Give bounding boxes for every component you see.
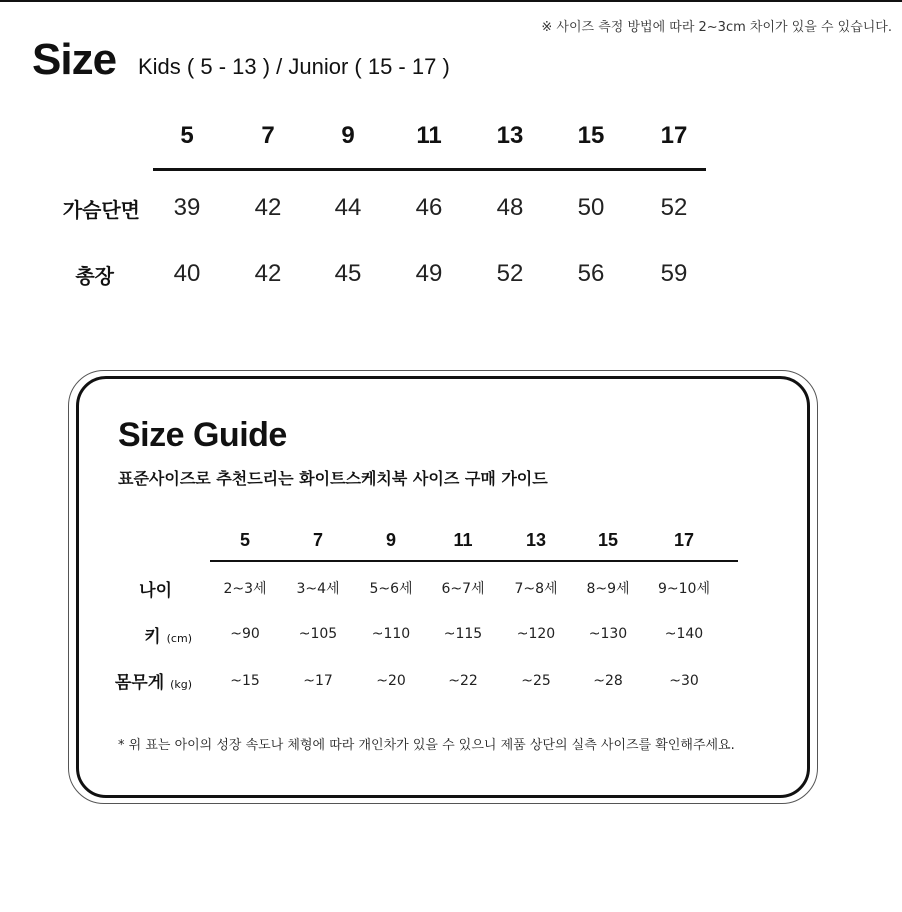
table-cell: 9~10세 [658,581,710,597]
table-cell: 39 [173,194,201,221]
size-column-header: 11 [416,122,442,149]
table-cell: 46 [415,194,443,221]
table-cell: 3~4세 [296,581,340,597]
table-cell: 44 [334,194,362,221]
top-border-line [0,0,902,2]
table-cell: 52 [496,260,524,287]
size-guide-title: Size Guide [118,416,287,454]
size-column-header: 13 [496,122,524,149]
size-column-header: 5 [180,122,194,149]
table-cell: 42 [254,194,282,221]
table-cell: ~140 [664,626,704,642]
measurement-note: ※ 사이즈 측정 방법에 따라 2~3cm 차이가 있을 수 있습니다. [541,20,892,35]
table-cell: 40 [173,260,201,287]
table-cell: 7~8세 [514,581,558,597]
table-cell: ~90 [230,626,260,642]
guide-column-header: 17 [673,530,695,550]
size-column-header: 17 [660,122,688,149]
table-cell: ~20 [376,673,406,689]
table-cell: 2~3세 [223,581,267,597]
guide-column-header: 9 [385,530,396,550]
row-label-chest: 가슴단면 [62,198,140,222]
table-cell: 8~9세 [586,581,630,597]
table-cell: ~28 [593,673,623,689]
guide-column-header: 11 [453,530,473,550]
table-cell: 50 [577,194,605,221]
table-cell: 59 [660,260,688,287]
guide-column-header: 5 [239,530,250,550]
table-cell: ~17 [303,673,333,689]
size-column-header: 15 [577,122,605,149]
row-label-age: 나이 [139,581,172,601]
table-cell: 49 [415,260,443,287]
guide-column-header: 13 [525,530,547,550]
size-guide-subtitle: 표준사이즈로 추천드리는 화이트스케치북 사이즈 구매 가이드 [118,469,548,488]
table-cell: ~30 [669,673,699,689]
size-header-divider [153,168,706,171]
row-label-height: 키 (cm) [144,627,192,647]
table-cell: 56 [577,260,605,287]
size-chart-title: Size [32,35,117,84]
table-cell: ~105 [298,626,338,642]
table-cell: ~110 [371,626,411,642]
size-column-header: 9 [341,122,355,149]
table-cell: ~115 [443,626,483,642]
row-label-length: 총장 [75,264,114,288]
guide-column-header: 7 [312,530,323,550]
table-cell: ~25 [521,673,551,689]
table-cell: 48 [496,194,524,221]
table-cell: ~120 [516,626,556,642]
row-label-weight: 몸무게 (kg) [114,673,192,693]
table-cell: 6~7세 [441,581,485,597]
guide-header-divider [210,560,738,562]
size-column-header: 7 [261,122,275,149]
table-cell: ~130 [588,626,628,642]
table-cell: 42 [254,260,282,287]
size-chart-subtitle: Kids ( 5 - 13 ) / Junior ( 15 - 17 ) [138,54,450,79]
table-cell: 5~6세 [369,581,413,597]
table-cell: ~15 [230,673,260,689]
size-guide-note: * 위 표는 아이의 성장 속도나 체형에 따라 개인차가 있을 수 있으니 제품 상단의 실측 사이즈를 확인해주세요. [118,738,735,753]
table-cell: 45 [334,260,362,287]
table-cell: ~22 [448,673,478,689]
guide-column-header: 15 [597,530,619,550]
table-cell: 52 [660,194,688,221]
